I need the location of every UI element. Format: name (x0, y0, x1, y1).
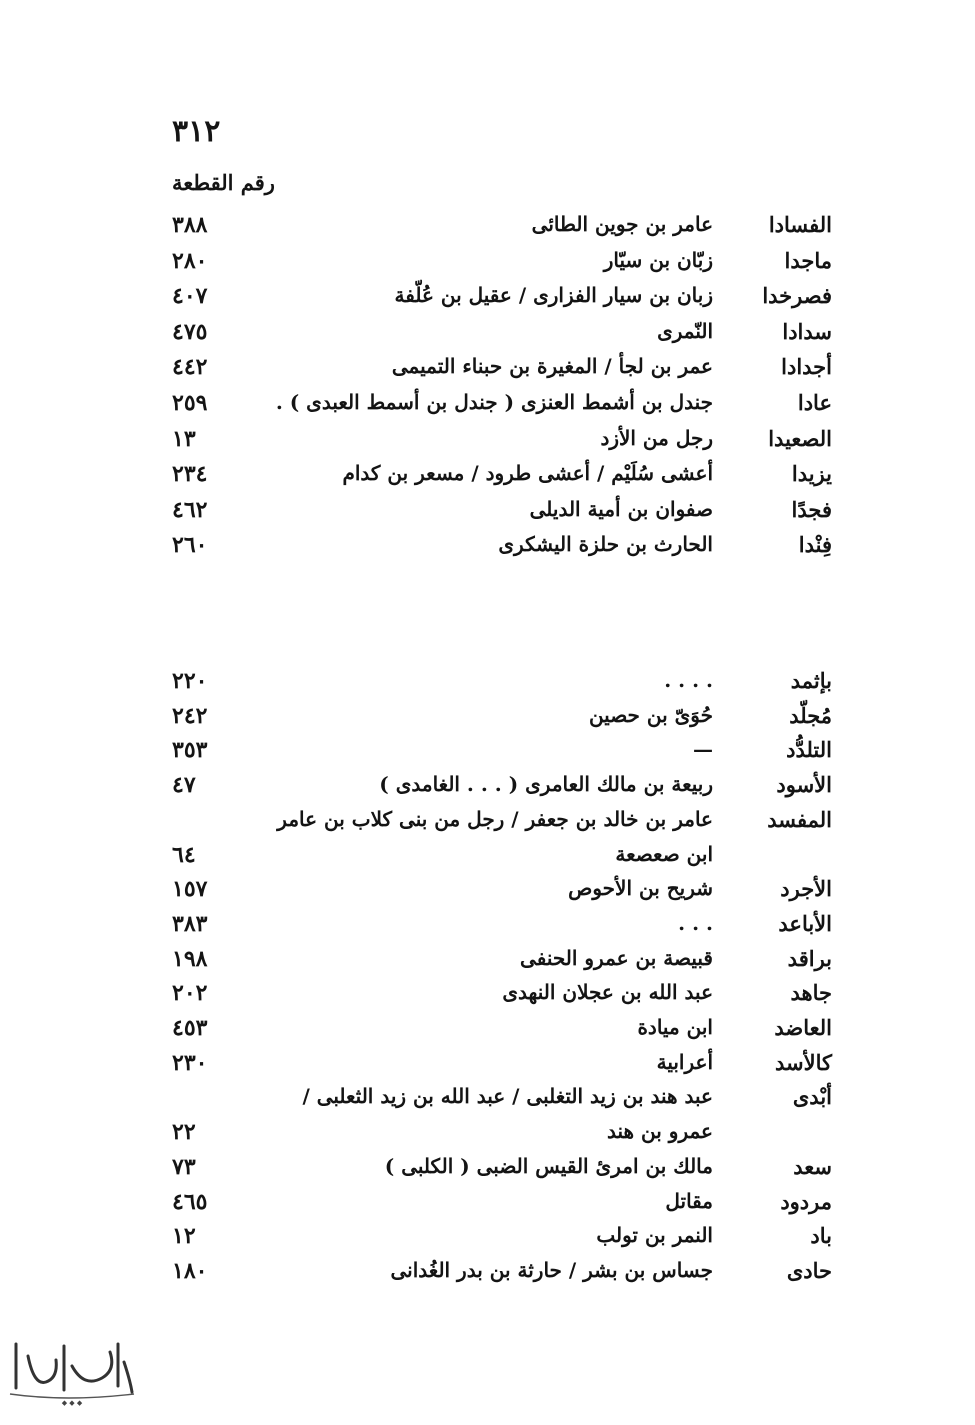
piece-number: ١٩٨ (172, 945, 208, 972)
rhyme-word: المفسد (767, 806, 832, 832)
index-row (0, 497, 975, 531)
piece-number: ٤٧ (172, 772, 196, 799)
index-row (0, 1258, 975, 1292)
index-row (0, 1015, 975, 1049)
index-row (0, 248, 975, 282)
rhyme-word: الصعيدا (768, 425, 832, 451)
poet-names: الحارث بن حلزة اليشكرى (498, 532, 713, 557)
poet-names: عبد الله بن عجلان النهدى (502, 980, 713, 1005)
index-row (0, 461, 975, 495)
poet-names: زبان بن سيار الفزارى / عقيل بن عُلّفة (394, 283, 713, 308)
poet-names: قبيصة بن عمرو الحنفى (520, 945, 713, 970)
poet-names: أعرابية (656, 1049, 713, 1074)
index-row (0, 1223, 975, 1257)
rhyme-word: جاهد (790, 980, 832, 1006)
index-row (0, 532, 975, 566)
piece-number: ٣٨٨ (172, 212, 208, 238)
poet-names: عبد هند بن زيد التغلبى / عبد الله بن زيد الثعلبى / (302, 1084, 713, 1109)
poet-names: عامر بن جوين الطائى (531, 212, 713, 236)
piece-number: ٦٤ (172, 841, 196, 868)
rhyme-word: باد (810, 1223, 832, 1249)
poet-names: مقاتل (665, 1188, 713, 1213)
poet-names: عامر بن خالد بن جعفر / رجل من بنى كلاب بن عامر (277, 806, 713, 831)
piece-number: ٤٥٣ (172, 1015, 208, 1041)
index-row (0, 354, 975, 388)
rhyme-word: الفسادا (768, 212, 832, 237)
rhyme-word: سعد (793, 1153, 832, 1179)
index-row (0, 772, 975, 806)
piece-number: ٢٢ (172, 1119, 196, 1146)
index-row (0, 1189, 975, 1223)
rhyme-word: الأسود (776, 772, 832, 798)
piece-number: ١٢ (172, 1223, 196, 1250)
svg-text:◆ ◆ ◆: ◆ ◆ ◆ (61, 1399, 83, 1407)
piece-number: ١٥٧ (172, 876, 208, 903)
piece-number: ٤٦٢ (172, 496, 208, 523)
index-row (0, 319, 975, 353)
rhyme-word: سدادا (782, 318, 832, 344)
poet-names: . . . . (664, 668, 713, 692)
piece-number: ٧٣ (172, 1153, 196, 1180)
rhyme-word: الأباعد (778, 910, 832, 936)
rhyme-word: فصرخدا (762, 283, 832, 309)
piece-number: ٣٨٣ (172, 910, 208, 937)
rhyme-word: مردود (780, 1188, 832, 1214)
rhyme-word: الأجرد (780, 876, 832, 902)
piece-number: ٢٦٠ (172, 532, 208, 559)
index-row (0, 807, 975, 841)
rhyme-word: التلدُّد (786, 737, 832, 763)
index-row (0, 911, 975, 945)
poet-names: أعشى سُلَيْم / أعشى طرود / مسعر بن كدام (342, 461, 713, 486)
rhyme-word: ماجدا (784, 247, 832, 273)
index-row (0, 980, 975, 1014)
rhyme-word: كالأسد (775, 1049, 832, 1075)
rhyme-word: أجدادا (781, 354, 832, 380)
poet-names: حُوَىّ بن حصين (588, 702, 713, 727)
index-row (0, 1119, 975, 1153)
rhyme-word: بإثمد (790, 668, 832, 693)
index-row (0, 842, 975, 876)
index-row (0, 426, 975, 460)
poet-names: صفوان بن أمية الديلى (529, 496, 713, 521)
poet-names: رجل من الأزد (600, 425, 713, 450)
rhyme-word: يزيدا (791, 461, 832, 487)
piece-number: ٤٦٥ (172, 1188, 208, 1215)
piece-number: ٢٤٢ (172, 702, 208, 729)
index-row (0, 737, 975, 771)
index-row (0, 1084, 975, 1118)
poet-names: زبّان بن سيّار (603, 247, 713, 272)
piece-number: ٢٥٩ (172, 390, 208, 416)
poet-names: النمر بن تولب (596, 1223, 713, 1248)
rhyme-word: فِنْدا (798, 532, 832, 558)
poet-names: جندل بن أشمط العنزى ( جندل بن أسمط العبدى ) . (275, 390, 713, 414)
rhyme-word: أبْدى (792, 1084, 832, 1110)
piece-number: ٤٧٥ (172, 318, 208, 345)
piece-number: ٤٤٢ (172, 354, 208, 381)
index-row (0, 668, 975, 702)
piece-number: ١٨٠ (172, 1257, 208, 1284)
piece-number: ٢٣٠ (172, 1049, 208, 1076)
index-row (0, 876, 975, 910)
rhyme-word: مُجلّد (789, 702, 832, 728)
poet-names: مالك بن امرئ القيس الضبى ( الكلبى ) (384, 1153, 713, 1178)
piece-number: ٣٥٣ (172, 737, 208, 764)
poet-names: . . . (678, 910, 713, 935)
piece-number: ٢٣٤ (172, 461, 208, 488)
index-row (0, 212, 975, 246)
index-row (0, 1154, 975, 1188)
column-header: رقم القطعة (172, 170, 275, 195)
piece-number: ١٣ (172, 425, 196, 452)
poet-names: النّمرى (657, 318, 713, 343)
rhyme-word: عادا (797, 390, 832, 415)
rhyme-word: حادى (786, 1257, 832, 1283)
rhyme-word: العاضد (774, 1015, 832, 1040)
index-row (0, 283, 975, 317)
piece-number: ٢٠٢ (172, 980, 208, 1007)
index-row (0, 946, 975, 980)
piece-number: ٢٢٠ (172, 668, 208, 694)
index-row (0, 390, 975, 424)
poet-names: — (693, 737, 713, 762)
poet-names: عمر بن لجأ / المغيرة بن حبناء التميمى (391, 354, 713, 379)
piece-number: ٢٨٠ (172, 247, 208, 274)
poet-names: ربيعة بن مالك العامرى ( . . . الغامدى ) (379, 772, 713, 797)
poet-names: جساس بن بشر / حارثة بن بدر الغُدانى (390, 1257, 713, 1282)
index-row (0, 1050, 975, 1084)
rhyme-word: فجدًا (791, 496, 832, 522)
poet-names: شريح بن الأحوص (568, 876, 713, 901)
poet-names: عمرو بن هند (607, 1119, 713, 1144)
calligraphy-watermark-logo (6, 1336, 138, 1408)
rhyme-word: براقد (787, 945, 832, 971)
page-number: ٣١٢ (172, 114, 221, 149)
poet-names: ابن ميادة (637, 1015, 713, 1039)
index-row (0, 703, 975, 737)
poet-names: ابن صعصعة (615, 841, 713, 866)
piece-number: ٤٠٧ (172, 283, 208, 310)
